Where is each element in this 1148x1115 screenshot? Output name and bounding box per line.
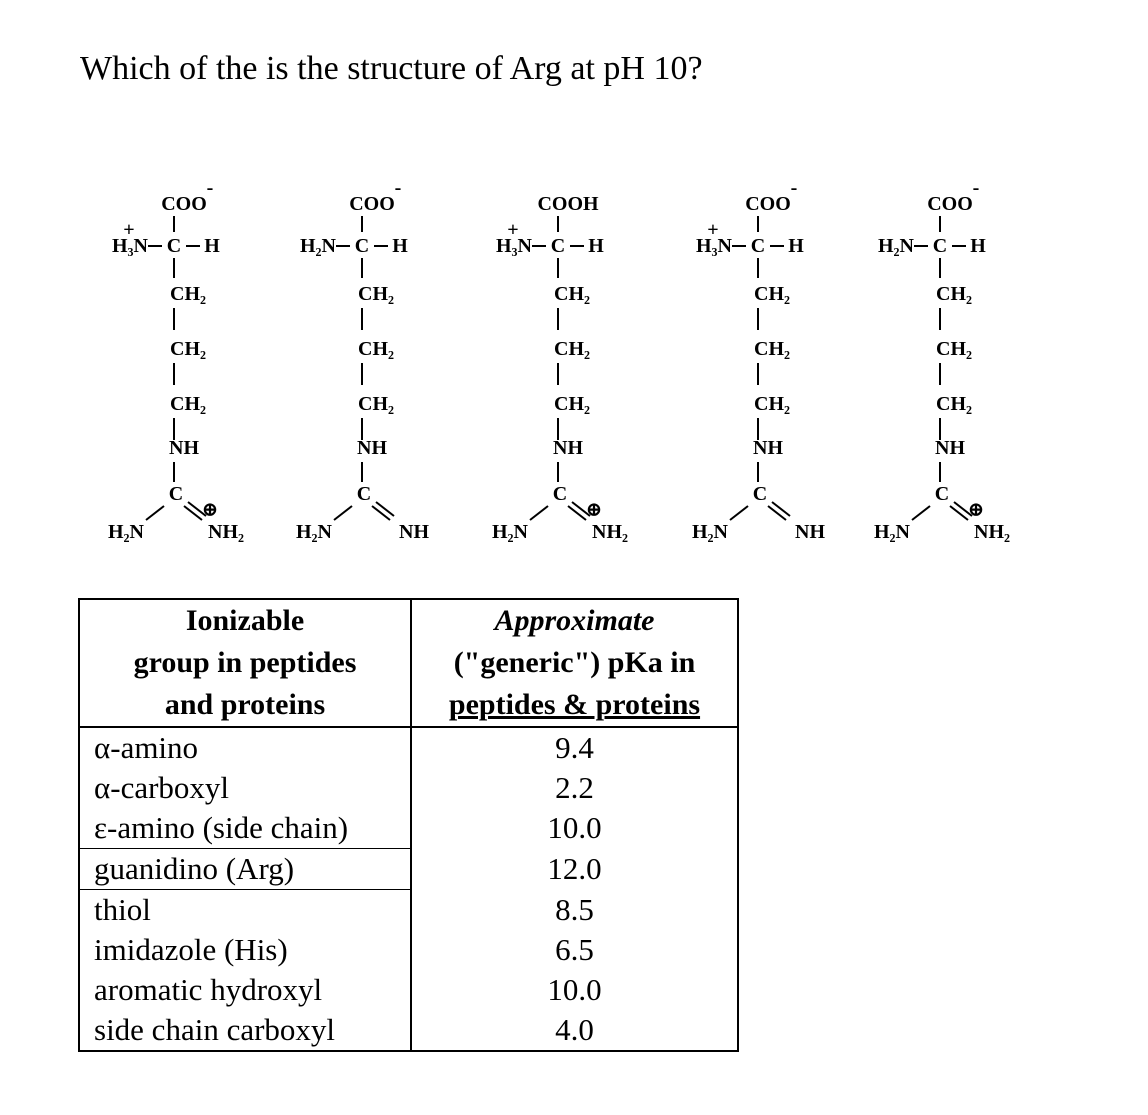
alpha-amino-charge: + [123,219,135,241]
table-row [79,808,738,849]
carboxyl-group: COO [161,193,207,215]
bond-line [768,506,786,520]
pka-cell: 8.5 [411,890,738,931]
methylene-group: CH₂ [170,338,206,360]
header-ionizable-group [79,599,411,727]
header-right-line-1: Approximate [494,604,655,637]
table-row [79,930,738,970]
alpha-hydrogen: H [970,235,986,257]
header-right-line-3: peptides & proteins [448,688,701,721]
methylene-group: CH₂ [936,283,972,305]
guanidino-right-nitrogen: NH [795,521,825,543]
carboxyl-group: COOH [537,193,599,215]
pka-cell: 2.2 [411,768,738,808]
carboxyl-charge: - [790,177,798,199]
header-approximate-pka [411,599,738,727]
guanidino-carbon: C [356,483,372,505]
guanidino-charge: ⊕ [201,499,219,521]
carboxyl-group: COO [745,193,791,215]
arg-structures-figure [0,170,1148,570]
alpha-hydrogen: H [788,235,804,257]
alpha-amino-group: H₃N [496,235,532,257]
alpha-amino-charge: + [507,219,519,241]
table-row [79,849,738,890]
methylene-group: CH₂ [936,338,972,360]
group-cell: side chain carboxyl [79,1010,411,1051]
guanidino-charge: ⊕ [967,499,985,521]
group-cell: aromatic hydroxyl [79,970,411,1010]
pka-table [78,598,739,1052]
guanidino-carbon: C [552,483,568,505]
question-text: Which of the is the structure of Arg at pH 10? [80,50,703,87]
guanidino-left-nitrogen: H₂N [108,521,144,543]
pka-cell: 10.0 [411,808,738,849]
group-cell: guanidino (Arg) [79,849,411,890]
guanidino-charge: ⊕ [585,499,603,521]
methylene-group: CH₂ [754,283,790,305]
guanidino-left-nitrogen: H₂N [492,521,528,543]
alpha-carbon: C [750,235,766,257]
pka-cell: 9.4 [411,727,738,768]
methylene-group: CH₂ [358,393,394,415]
bond-line [730,506,748,520]
nh-group: NH [935,437,965,459]
alpha-amino-charge: + [707,219,719,241]
header-right-line-2: ("generic") pKa in [453,646,696,679]
carboxyl-group: COO [927,193,973,215]
alpha-carbon: C [166,235,182,257]
carboxyl-charge: - [206,177,214,199]
bond-line [530,506,548,520]
guanidino-left-nitrogen: H₂N [296,521,332,543]
group-cell: imidazole (His) [79,930,411,970]
alpha-amino-group: H₃N [112,235,148,257]
bond-line [950,506,968,520]
header-left-line-3: and proteins [164,688,326,721]
bond-line [146,506,164,520]
bond-line [772,502,790,516]
guanidino-carbon: C [934,483,950,505]
nh-group: NH [357,437,387,459]
guanidino-carbon: C [752,483,768,505]
group-cell: thiol [79,890,411,931]
group-cell: ε-amino (side chain) [79,808,411,849]
bond-line [376,502,394,516]
alpha-amino-group: H₂N [300,235,336,257]
methylene-group: CH₂ [170,283,206,305]
guanidino-right-nitrogen: NH₂ [592,521,628,543]
methylene-group: CH₂ [358,338,394,360]
alpha-hydrogen: H [204,235,220,257]
alpha-hydrogen: H [588,235,604,257]
alpha-carbon: C [550,235,566,257]
pka-cell: 12.0 [411,849,738,890]
guanidino-right-nitrogen: NH₂ [974,521,1010,543]
pka-cell: 6.5 [411,930,738,970]
table-header-row [79,599,738,727]
alpha-amino-group: H₂N [878,235,914,257]
carboxyl-charge: - [972,177,980,199]
table-row [79,727,738,768]
guanidino-left-nitrogen: H₂N [874,521,910,543]
guanidino-right-nitrogen: NH [399,521,429,543]
methylene-group: CH₂ [554,393,590,415]
nh-group: NH [753,437,783,459]
bond-line [372,506,390,520]
methylene-group: CH₂ [554,283,590,305]
methylene-group: CH₂ [936,393,972,415]
table-row [79,768,738,808]
methylene-group: CH₂ [754,338,790,360]
guanidino-right-nitrogen: NH₂ [208,521,244,543]
group-cell: α-carboxyl [79,768,411,808]
methylene-group: CH₂ [170,393,206,415]
guanidino-carbon: C [168,483,184,505]
bond-line [184,506,202,520]
pka-cell: 4.0 [411,1010,738,1051]
methylene-group: CH₂ [554,338,590,360]
bond-line [334,506,352,520]
methylene-group: CH₂ [358,283,394,305]
header-left-line-1: Ionizable [185,604,305,637]
table-row [79,970,738,1010]
alpha-carbon: C [932,235,948,257]
nh-group: NH [553,437,583,459]
carboxyl-group: COO [349,193,395,215]
nh-group: NH [169,437,199,459]
carboxyl-charge: - [394,177,402,199]
pka-cell: 10.0 [411,970,738,1010]
bond-line [912,506,930,520]
alpha-carbon: C [354,235,370,257]
methylene-group: CH₂ [754,393,790,415]
bond-line [568,506,586,520]
table-row [79,1010,738,1051]
pka-table-body [79,727,738,1051]
alpha-amino-group: H₃N [696,235,732,257]
table-row [79,890,738,931]
guanidino-left-nitrogen: H₂N [692,521,728,543]
group-cell: α-amino [79,727,411,768]
header-left-line-2: group in peptides [133,646,357,679]
alpha-hydrogen: H [392,235,408,257]
